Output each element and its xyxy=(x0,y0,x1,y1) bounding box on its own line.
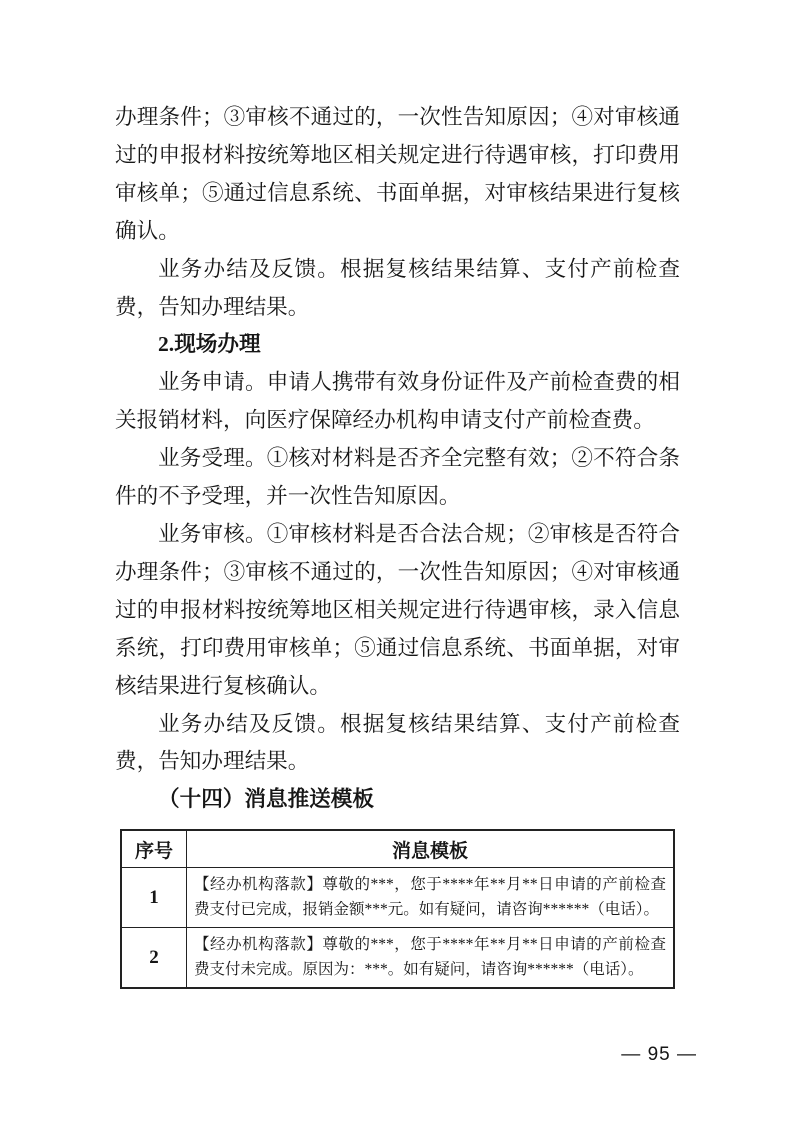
heading-onsite-processing: 2.现场办理 xyxy=(158,332,261,357)
paragraph-review-steps-continuation: 办理条件；③审核不通过的，一次性告知原因；④对审核通过的申报材料按统筹地区相关规定进行待遇审核，打印费用审核单；⑤通过信息系统、书面单据，对审核结果进行复核确认。 xyxy=(115,105,680,243)
row-message-template: 【经办机构落款】尊敬的***，您于****年**月**日申请的产前检查费支付已完成，报销金额***元。如有疑问，请咨询******（电话）。 xyxy=(187,868,675,928)
heading-message-push-template: （十四）消息推送模板 xyxy=(158,787,374,812)
table-header-serial-number: 序号 xyxy=(121,830,187,868)
table-row xyxy=(121,928,674,989)
message-template-table xyxy=(120,829,675,989)
document-body xyxy=(115,99,680,819)
row-serial-number: 1 xyxy=(121,868,187,928)
table-header-message-template: 消息模板 xyxy=(187,830,675,868)
paragraph-business-application: 业务申请。申请人携带有效身份证件及产前检查费的相关报销材料，向医疗保障经办机构申请支付产前检查费。 xyxy=(115,370,680,433)
paragraph-business-acceptance: 业务受理。①核对材料是否齐全完整有效；②不符合条件的不予受理，并一次性告知原因。 xyxy=(115,446,680,509)
table-header-row xyxy=(121,830,674,868)
row-message-template: 【经办机构落款】尊敬的***，您于****年**月**日申请的产前检查费支付未完成。原因为：***。如有疑问，请咨询******（电话）。 xyxy=(187,928,675,989)
table-row xyxy=(121,868,674,928)
paragraph-completion-feedback: 业务办结及反馈。根据复核结果结算、支付产前检查费，告知办理结果。 xyxy=(115,256,680,319)
paragraph-completion-feedback-2: 业务办结及反馈。根据复核结果结算、支付产前检查费，告知办理结果。 xyxy=(115,711,680,774)
paragraph-business-review: 业务审核。①审核材料是否合法合规；②审核是否符合办理条件；③审核不通过的，一次性告知原因；④对审核通过的申报材料按统筹地区相关规定进行待遇审核，录入信息系统，打印费用审核单；⑤通过信息系统、书面单据，对审核结果进行复核确认。 xyxy=(115,521,680,698)
row-serial-number: 2 xyxy=(121,928,187,989)
page-number: — 95 — xyxy=(621,1044,697,1065)
